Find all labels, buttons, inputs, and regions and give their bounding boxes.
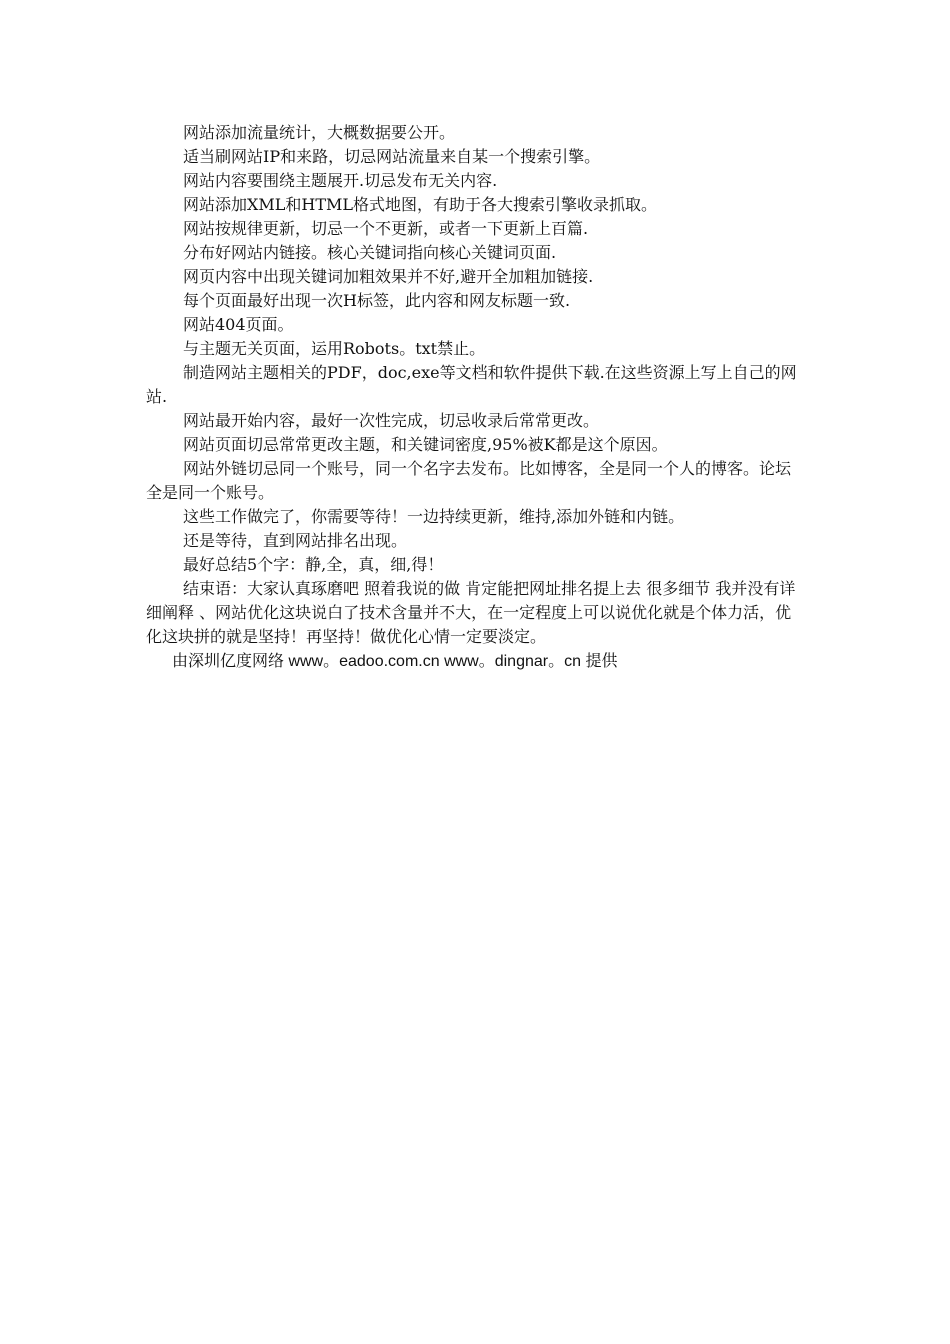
paragraph-initial-content: 网站最开始内容，最好一次性完成，切忌收录后常常更改。 [183,411,600,430]
paragraph-internal-links: 分布好网站内链接。核心关键词指向核心关键词页面. [183,243,557,262]
paragraph-h-tag: 每个页面最好出现一次H标签，此内容和网友标题一致. [183,291,571,310]
paragraph-robots: 与主题无关页面，运用Robots。txt禁止。 [183,339,486,358]
paragraph-topic-content: 网站内容要围绕主题展开.切忌发布无关内容. [183,171,498,190]
paragraph-downloads: 制造网站主题相关的PDF，doc,exe等文档和软件提供下载.在这些资源上写上自己的网站. [146,363,797,406]
paragraph-sitemap: 网站添加XML和HTML格式地图，有助于各大搜索引擎收录抓取。 [183,195,658,214]
paragraph-bold-keywords: 网页内容中出现关键词加粗效果并不好,避开全加粗加链接. [183,267,594,286]
paragraph-traffic-stats: 网站添加流量统计，大概数据要公开。 [183,123,456,142]
paragraph-summary: 最好总结5个字：静,全，真，细,得！ [183,555,444,574]
paragraph-waiting: 这些工作做完了，你需要等待！一边持续更新，维持,添加外链和内链。 [183,507,685,526]
paragraph-keyword-density: 网站页面切忌常常更改主题，和关键词密度,95%被K都是这个原因。 [183,435,668,454]
paragraph-conclusion: 结束语：大家认真琢磨吧 照着我说的做 肯定能把网址排名提上去 很多细节 我并没有详细阐释 、网站优化这块说白了技术含量并不大，在一定程度上可以说优化就是个体力活，优化这块拼的就是坚持！再坚持！做优化心情一定要淡定。 [146,579,796,646]
credit-line: 由深圳亿度网络 www。eadoo.com.cn www。dingnar。cn 提供 [172,653,618,670]
paragraph-ranking: 还是等待，直到网站排名出现。 [183,531,408,550]
paragraph-external-links: 网站外链切忌同一个账号，同一个名字去发布。比如博客，全是同一个人的博客。论坛全是同一个账号。 [146,459,792,502]
document-body [146,121,806,675]
paragraph-404-page: 网站404页面。 [183,315,294,334]
paragraph-traffic-sources: 适当刷网站IP和来路，切忌网站流量来自某一个搜索引擎。 [183,147,601,166]
paragraph-update-schedule: 网站按规律更新，切忌一个不更新，或者一下更新上百篇. [183,219,589,238]
